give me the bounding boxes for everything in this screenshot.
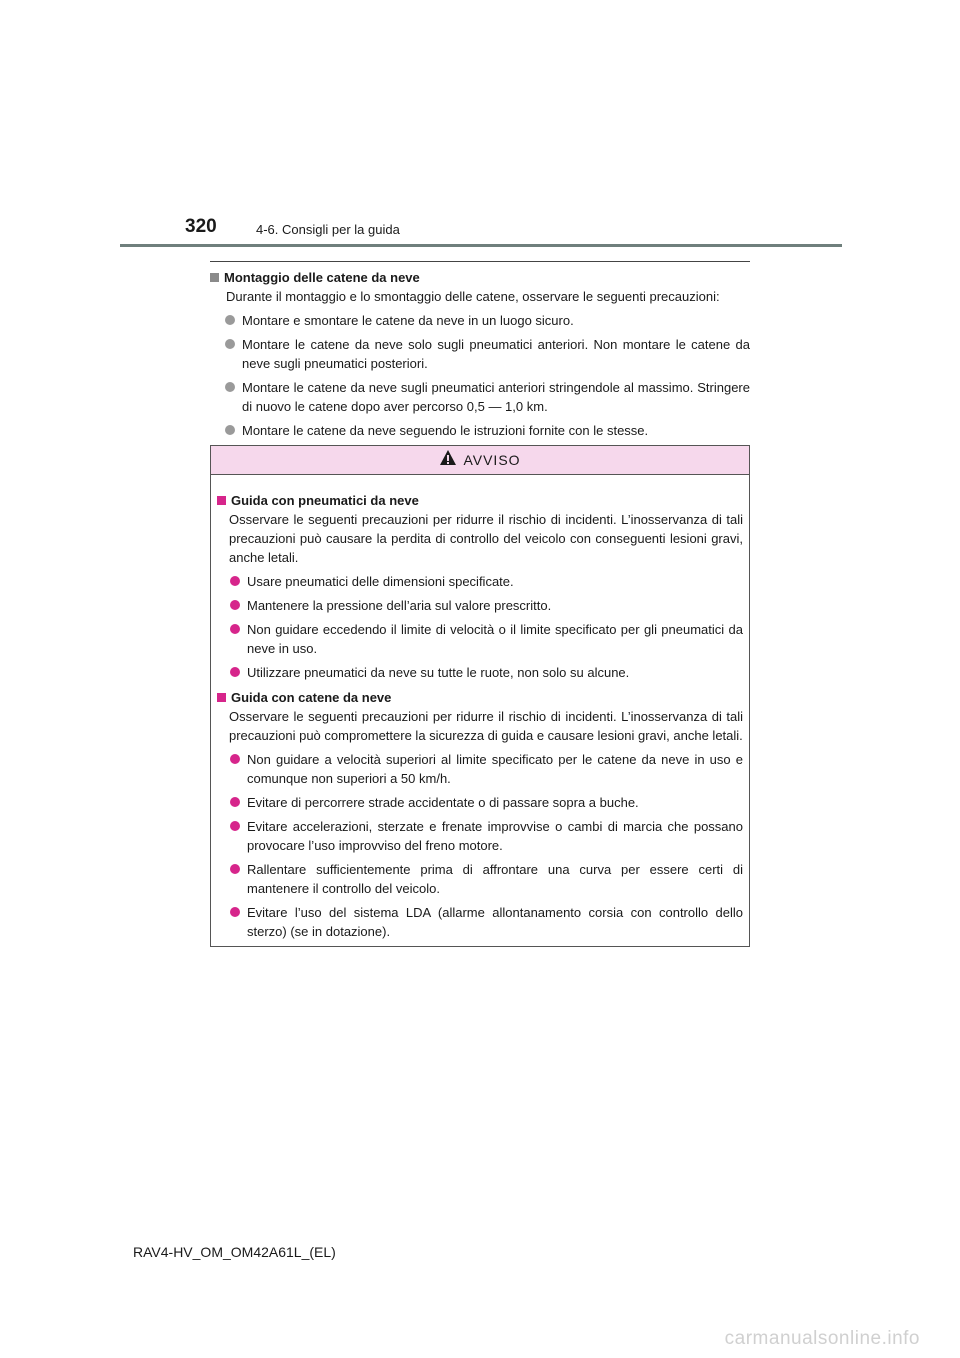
warning-header bbox=[211, 446, 749, 475]
round-bullet-icon bbox=[230, 667, 240, 677]
list-item-text: Montare le catene da neve sugli pneumatici anteriori stringendole al massimo. Stringere di nuovo le catene dopo aver percorso 0,5 — 1,0 km. bbox=[242, 380, 750, 414]
section-heading bbox=[210, 268, 750, 287]
heading-text: Guida con catene da neve bbox=[231, 690, 392, 705]
list-item-text: Evitare di percorrere strade accidentate o di passare sopra a buche. bbox=[247, 795, 639, 810]
square-bullet-icon bbox=[217, 693, 226, 702]
round-bullet-icon bbox=[230, 821, 240, 831]
warning-text: Osservare le seguenti precauzioni per ridurre il rischio di incidenti. L’inosservanza di tali precauzioni può compromettere la sicurezza di guida e causare lesioni gravi, anche letali. bbox=[229, 709, 743, 743]
round-bullet-icon bbox=[230, 907, 240, 917]
list-item bbox=[210, 311, 750, 330]
list-item bbox=[217, 750, 743, 788]
list-item-text: Evitare l’uso del sistema LDA (allarme allontanamento corsia con controllo dello sterzo) (se in dotazione). bbox=[247, 905, 743, 939]
round-bullet-icon bbox=[230, 864, 240, 874]
round-bullet-icon bbox=[230, 754, 240, 764]
list-item bbox=[217, 572, 743, 591]
list-item-text: Montare le catene da neve solo sugli pneumatici anteriori. Non montare le catene da neve sugli pneumatici posteriori. bbox=[242, 337, 750, 371]
section-title: 4-6. Consigli per la guida bbox=[256, 222, 400, 237]
list-item bbox=[217, 793, 743, 812]
warning-heading bbox=[217, 688, 743, 707]
main-content bbox=[210, 261, 750, 440]
warning-text: Osservare le seguenti precauzioni per ridurre il rischio di incidenti. L’inosservanza di tali precauzioni può causare la perdita di controllo del veicolo con conseguenti lesioni gravi, anche letali. bbox=[229, 512, 743, 565]
warning-title: AVVISO bbox=[463, 452, 521, 468]
round-bullet-icon bbox=[230, 797, 240, 807]
round-bullet-icon bbox=[225, 315, 235, 325]
list-item-text: Non guidare a velocità superiori al limite specificato per le catene da neve in uso e comunque non superiori a 50 km/h. bbox=[247, 752, 743, 786]
round-bullet-icon bbox=[230, 600, 240, 610]
list-item bbox=[210, 378, 750, 416]
round-bullet-icon bbox=[225, 425, 235, 435]
content-divider bbox=[210, 261, 750, 262]
round-bullet-icon bbox=[225, 339, 235, 349]
list-item-text: Non guidare eccedendo il limite di velocità o il limite specificato per gli pneumatici da neve in uso. bbox=[247, 622, 743, 656]
list-item-text: Usare pneumatici delle dimensioni specificate. bbox=[247, 574, 514, 589]
round-bullet-icon bbox=[230, 576, 240, 586]
square-bullet-icon bbox=[217, 496, 226, 505]
warning-triangle-icon bbox=[439, 449, 457, 471]
list-item-text: Montare e smontare le catene da neve in un luogo sicuro. bbox=[242, 313, 574, 328]
watermark: carmanualsonline.info bbox=[724, 1328, 920, 1349]
list-item-text: Mantenere la pressione dell’aria sul valore prescritto. bbox=[247, 598, 552, 613]
list-item bbox=[217, 860, 743, 898]
list-item-text: Evitare accelerazioni, sterzate e frenate improvvise o cambi di marcia che possano provocare l’uso improvviso del freno motore. bbox=[247, 819, 743, 853]
warning-heading bbox=[217, 491, 743, 510]
page-number: 320 bbox=[185, 216, 217, 237]
list-item bbox=[210, 335, 750, 373]
header-rule bbox=[120, 244, 842, 247]
list-item-text: Utilizzare pneumatici da neve su tutte le ruote, non solo su alcune. bbox=[247, 665, 630, 680]
intro-text: Durante il montaggio e lo smontaggio delle catene, osservare le seguenti precauzioni: bbox=[226, 289, 720, 304]
document-code: RAV4-HV_OM_OM42A61L_(EL) bbox=[133, 1244, 336, 1260]
heading-text: Montaggio delle catene da neve bbox=[224, 270, 420, 285]
list-item-text: Montare le catene da neve seguendo le istruzioni fornite con le stesse. bbox=[242, 423, 649, 438]
round-bullet-icon bbox=[225, 382, 235, 392]
list-item bbox=[217, 620, 743, 658]
warning-body bbox=[211, 475, 749, 941]
list-item-text: Rallentare sufficientemente prima di affrontare una curva per essere certi di mantenere il controllo del veicolo. bbox=[247, 862, 743, 896]
list-item bbox=[217, 596, 743, 615]
list-item bbox=[210, 421, 750, 440]
list-item bbox=[217, 663, 743, 682]
heading-text: Guida con pneumatici da neve bbox=[231, 493, 419, 508]
warning-box bbox=[210, 445, 750, 947]
square-bullet-icon bbox=[210, 273, 219, 282]
list-item bbox=[217, 903, 743, 941]
round-bullet-icon bbox=[230, 624, 240, 634]
list-item bbox=[217, 817, 743, 855]
